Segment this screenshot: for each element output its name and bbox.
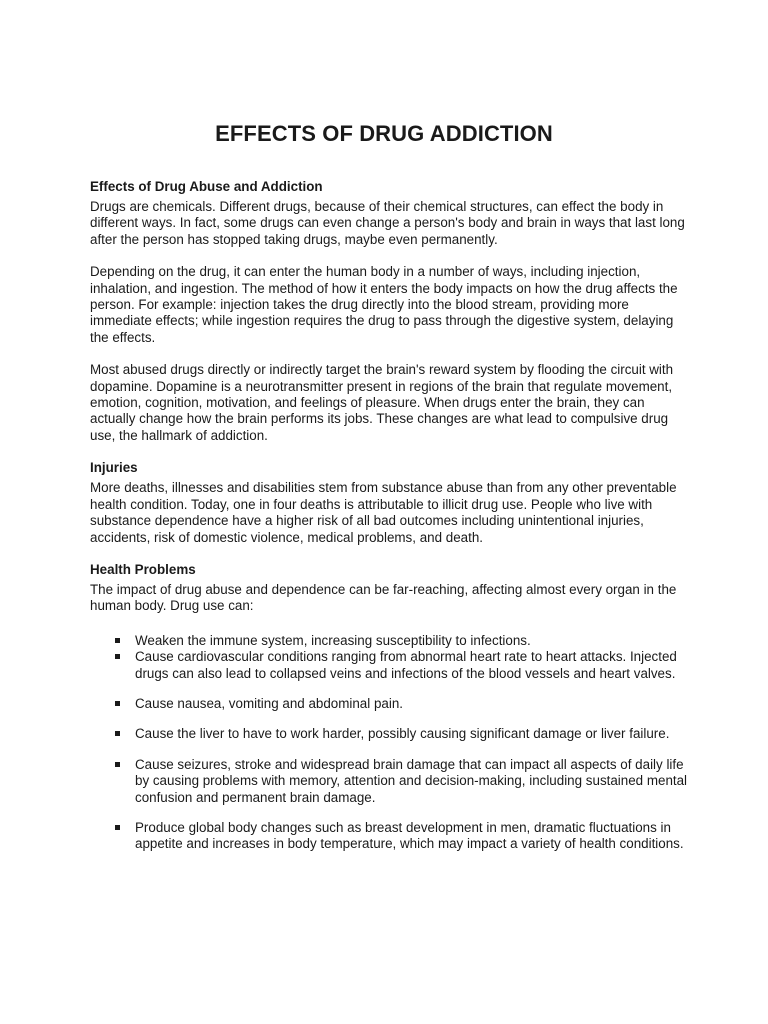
section-effects — [90, 179, 688, 444]
square-bullet-icon — [115, 825, 120, 830]
paragraph: Drugs are chemicals. Different drugs, because of their chemical structures, can effect the body in different ways. In fact, some drugs can even change a person's body and brain in ways that last long after the person has stopped taking drugs, maybe even permanently. — [90, 199, 685, 247]
section-heading: Health Problems — [90, 561, 196, 577]
list-item-text: Cause the liver to have to work harder, possibly causing significant damage or liver failure. — [135, 726, 670, 742]
square-bullet-icon — [115, 638, 120, 643]
list-item — [90, 757, 688, 806]
paragraph: Depending on the drug, it can enter the human body in a number of ways, including injection, inhalation, and ingestion. The method of how it enters the body impacts on how the drug affects the person. For example: injection takes the drug directly into the blood stream, providing more immediate effects; while ingestion requires the drug to pass through the digestive system, delaying the effects. — [90, 264, 678, 345]
document-title: EFFECTS OF DRUG ADDICTION — [215, 121, 553, 146]
section-health-problems — [90, 562, 688, 853]
list-item — [90, 820, 688, 853]
square-bullet-icon — [115, 701, 120, 706]
square-bullet-icon — [115, 731, 120, 736]
paragraph: More deaths, illnesses and disabilities stem from substance abuse than from any other preventable health condition. Today, one in four deaths is attributable to illicit drug use. People who live with substance dependence have a higher risk of all bad outcomes including unintentional injuries, accidents, risk of domestic violence, medical problems, and death. — [90, 480, 677, 545]
list-item-text: Weaken the immune system, increasing susceptibility to infections. — [135, 632, 531, 648]
square-bullet-icon — [115, 654, 120, 659]
list-item-text: Cause nausea, vomiting and abdominal pain. — [135, 695, 403, 711]
list-item-text: Cause seizures, stroke and widespread brain damage that can impact all aspects of daily life by causing problems with memory, attention and decision-making, including sustained mental confusion and permanent brain damage. — [135, 756, 688, 805]
section-injuries — [90, 460, 688, 546]
list-item — [90, 696, 688, 712]
list-item — [90, 649, 688, 682]
list-item — [90, 726, 688, 742]
list-item — [90, 633, 688, 649]
list-item-text: Cause cardiovascular conditions ranging from abnormal heart rate to heart attacks. Injected drugs can also lead to collapsed veins and infections of the blood vessels and heart valves. — [135, 649, 677, 681]
bullet-list — [90, 633, 688, 853]
paragraph: Most abused drugs directly or indirectly target the brain's reward system by flooding the circuit with dopamine. Dopamine is a neurotransmitter present in regions of the brain that regulate movement, emotion, cognition, motivation, and feelings of pleasure. When drugs enter the brain, they can actually change how the brain performs its jobs. These changes are what lead to compulsive drug use, the hallmark of addiction. — [90, 362, 674, 443]
section-heading: Injuries — [90, 460, 138, 476]
list-item-text: Produce global body changes such as breast development in men, dramatic fluctuations in appetite and increases in body temperature, which may impact a variety of health conditions. — [135, 819, 684, 852]
square-bullet-icon — [115, 762, 120, 767]
paragraph: The impact of drug abuse and dependence can be far-reaching, affecting almost every organ in the human body. Drug use can: — [90, 581, 677, 614]
section-heading: Effects of Drug Abuse and Addiction — [90, 179, 323, 194]
